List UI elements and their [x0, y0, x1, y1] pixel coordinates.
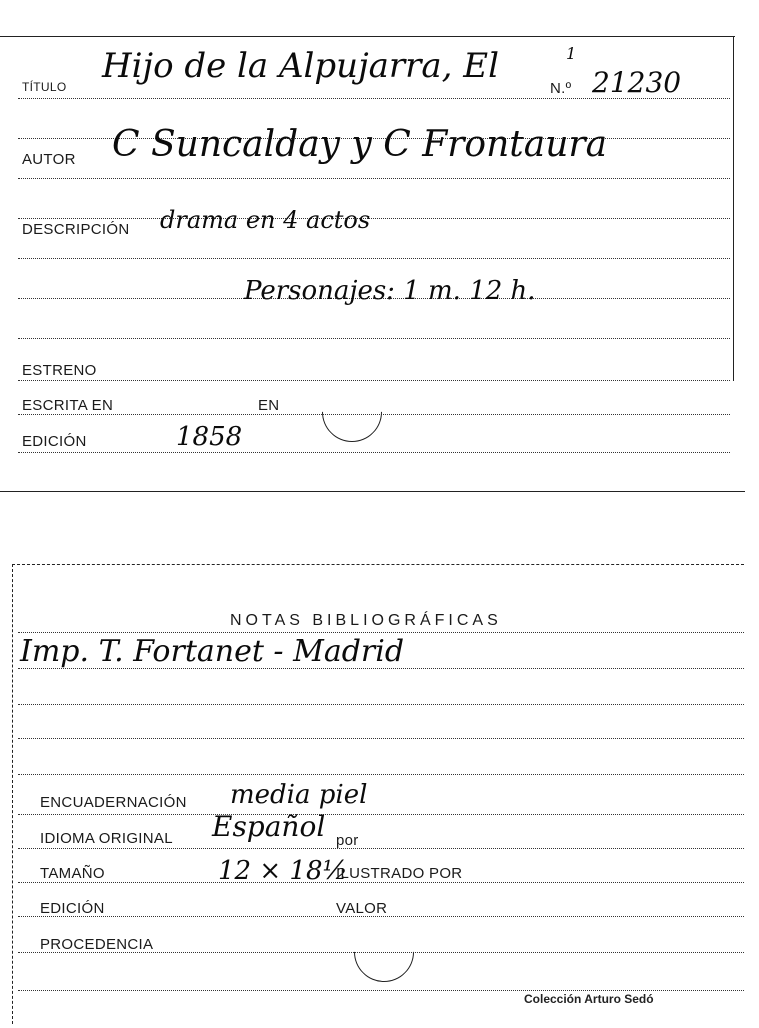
- collection-credit: Colección Arturo Sedó: [524, 992, 654, 1006]
- notes-title: NOTAS BIBLIOGRÁFICAS: [230, 612, 502, 629]
- label-por: por: [336, 832, 359, 849]
- card-bottom-border: [0, 491, 745, 492]
- catalog-card-back: [0, 540, 759, 1028]
- rule-line: [18, 882, 744, 883]
- rule-line: [18, 258, 730, 259]
- catalog-card-front: [0, 0, 759, 500]
- rule-line: [18, 774, 744, 775]
- label-ilustrado-por: ILUSTRADO POR: [336, 865, 463, 882]
- rule-line: [18, 632, 744, 633]
- handwritten-idioma-original: Español: [212, 810, 326, 843]
- rule-line: [18, 738, 744, 739]
- label-autor: AUTOR: [22, 151, 76, 168]
- label-descripcion: DESCRIPCIÓN: [22, 221, 130, 238]
- handwritten-autor: C Suncalday y C Frontaura: [112, 124, 608, 165]
- label-escrita-en: ESCRITA EN: [22, 397, 114, 414]
- rule-line: [18, 380, 730, 381]
- handwritten-numero-mark: 1: [566, 44, 577, 63]
- card-right-border: [733, 36, 734, 381]
- rule-line: [18, 218, 730, 219]
- card-punch-hole: [310, 370, 395, 455]
- label-en: EN: [258, 397, 280, 414]
- card-punch-hole: [342, 910, 427, 995]
- handwritten-descripcion-2: Personajes: 1 m. 12 h.: [244, 276, 536, 306]
- label-tamano: TAMAÑO: [40, 865, 105, 882]
- label-numero: N.º: [550, 80, 572, 97]
- card-left-border: [12, 564, 13, 1024]
- handwritten-descripcion-1: drama en 4 actos: [160, 206, 371, 234]
- label-valor: VALOR: [336, 900, 388, 917]
- label-procedencia: PROCEDENCIA: [40, 936, 154, 953]
- label-edicion: EDICIÓN: [22, 433, 87, 450]
- rule-line: [18, 704, 744, 705]
- rule-line: [18, 848, 744, 849]
- label-encuadernacion: ENCUADERNACIÓN: [40, 794, 187, 811]
- card-top-border: [0, 36, 735, 37]
- label-idioma-original: IDIOMA ORIGINAL: [40, 830, 173, 847]
- rule-line: [18, 178, 730, 179]
- label-edicion: EDICIÓN: [40, 900, 105, 917]
- rule-line: [18, 338, 730, 339]
- handwritten-numero: 21230: [592, 66, 682, 99]
- handwritten-tamano: 12 × 18½: [218, 856, 348, 886]
- handwritten-titulo: Hijo de la Alpujarra, El: [102, 46, 499, 86]
- handwritten-encuadernacion: media piel: [230, 780, 368, 810]
- rule-line: [18, 814, 744, 815]
- rule-line: [18, 452, 730, 453]
- card-top-border: [12, 564, 744, 565]
- handwritten-edicion: 1858: [176, 422, 243, 452]
- handwritten-notas: Imp. T. Fortanet - Madrid: [20, 634, 405, 669]
- label-estreno: ESTRENO: [22, 362, 97, 379]
- label-titulo: TÍTULO: [22, 80, 67, 94]
- rule-line: [18, 990, 744, 991]
